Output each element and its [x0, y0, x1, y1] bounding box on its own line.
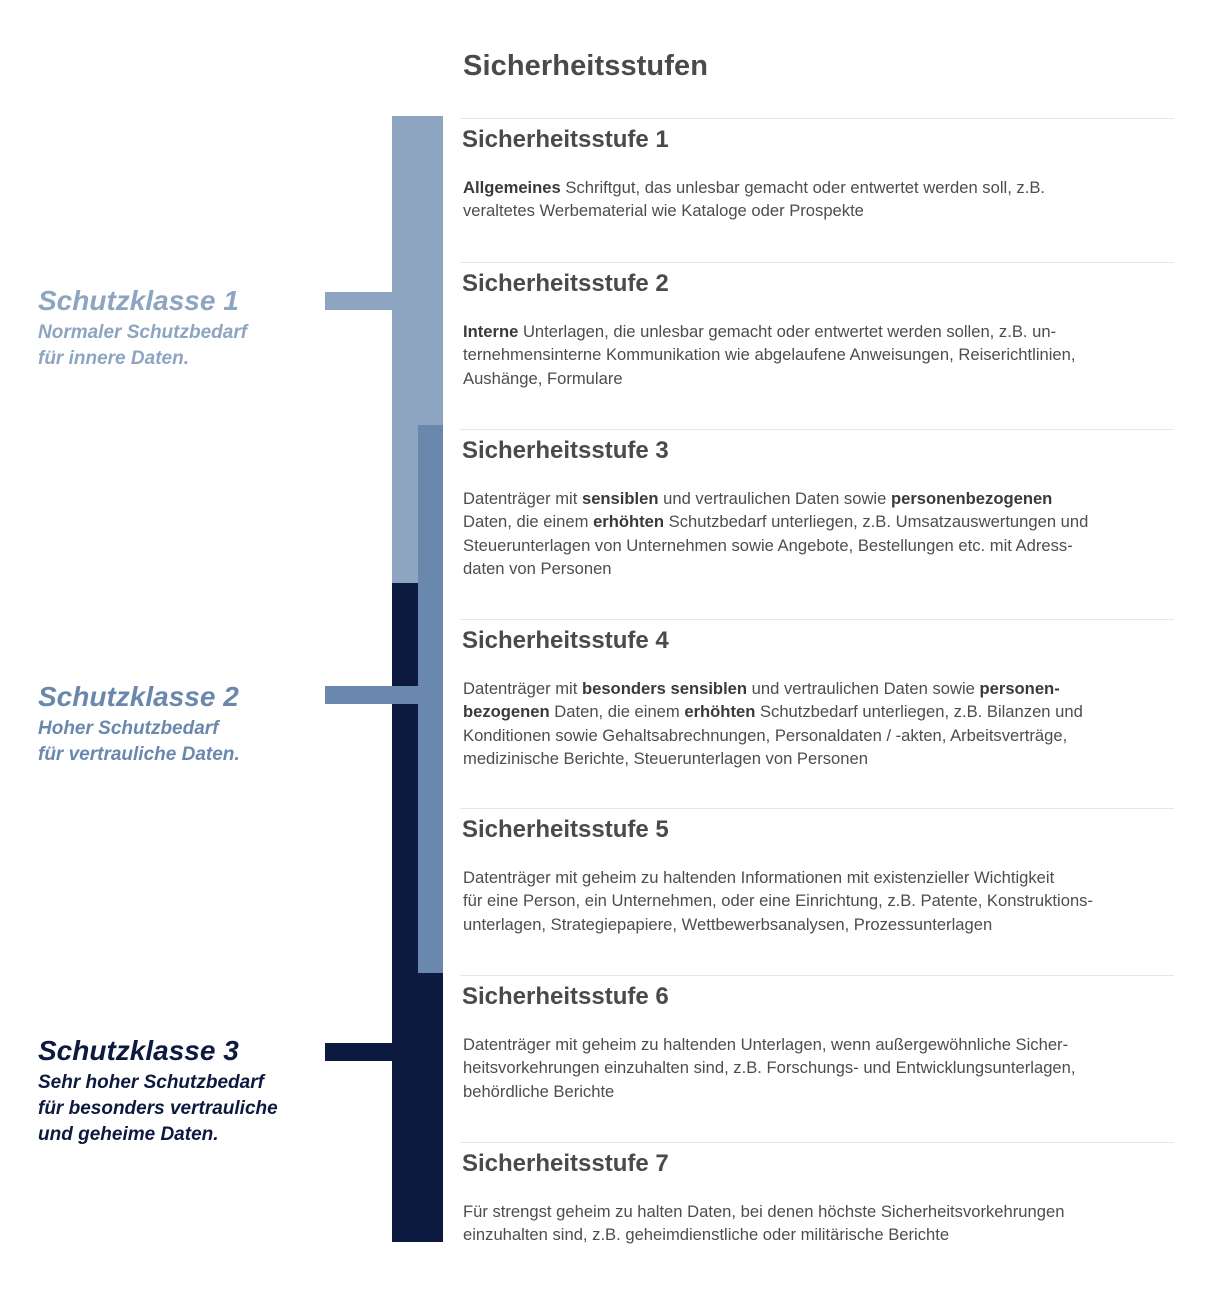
protection-class-description-line: Sehr hoher Schutzbedarf [38, 1072, 264, 1093]
protection-class-title: Schutzklasse 1 [38, 285, 239, 316]
text-segment: Datenträger mit [463, 679, 582, 698]
emphasized-text: sensiblen [581, 489, 659, 508]
divider [460, 808, 1174, 809]
security-level-description [463, 677, 1175, 770]
description-line [463, 700, 1175, 723]
description-line [463, 677, 1175, 700]
description-line [463, 557, 1175, 580]
text-segment: Konditionen sowie Gehaltsabrechnungen, Personaldaten / -akten, Arbeitsverträge, [463, 725, 1068, 745]
security-level-title: Sicherheitsstufe 6 [462, 983, 669, 1010]
text-segment: Steuerunterlagen von Unternehmen sowie Angebote, Bestellungen etc. mit Adress- [463, 535, 1073, 555]
text-segment: und vertraulichen Daten sowie [658, 489, 891, 508]
emphasized-text: erhöhten [593, 512, 665, 532]
description-line [463, 487, 1175, 510]
text-segment: behördliche Berichte [463, 1081, 615, 1101]
emphasized-text: erhöhten [684, 702, 756, 722]
protection-class-3 [38, 1034, 338, 1148]
emphasized-text: Allgemeines [463, 178, 561, 197]
emphasized-text: bezogenen [463, 702, 550, 722]
protection-class-description-line: Normaler Schutzbedarf [38, 322, 248, 343]
protection-class-description-line: und geheime Daten. [38, 1124, 219, 1145]
emphasized-text: besonders sensiblen [581, 679, 748, 698]
class2-connector [325, 686, 418, 704]
description-line [463, 889, 1175, 912]
divider [460, 619, 1174, 620]
text-segment: heitsvorkehrungen einzuhalten sind, z.B. Forschungs- und Entwicklungsunterlagen, [463, 1058, 1076, 1078]
security-level-title: Sicherheitsstufe 3 [462, 437, 669, 464]
text-segment: Daten, die einem [463, 512, 594, 532]
protection-class-description-line: für vertrauliche Daten. [38, 744, 240, 765]
security-level-description [463, 176, 1175, 223]
text-segment: Schutzbedarf unterliegen, z.B. Umsatzauswertungen und [664, 512, 1089, 532]
description-line [463, 320, 1175, 343]
text-segment: Daten, die einem [549, 702, 685, 722]
security-level-description [463, 487, 1175, 580]
description-line [463, 1033, 1175, 1056]
description-line [463, 1200, 1175, 1223]
description-line [463, 343, 1175, 366]
divider [460, 118, 1174, 119]
text-segment: daten von Personen [463, 558, 612, 578]
description-line [463, 1056, 1175, 1079]
text-segment: Aushänge, Formulare [463, 368, 623, 388]
description-line [463, 367, 1175, 390]
description-line [463, 913, 1175, 936]
protection-class-description [38, 320, 338, 372]
divider [460, 1142, 1174, 1143]
protection-class-description-line: für besonders vertrauliche [38, 1098, 278, 1119]
protection-class-title: Schutzklasse 2 [38, 681, 239, 712]
protection-class-description [38, 1070, 338, 1148]
security-level-description [463, 1033, 1175, 1103]
security-level-title: Sicherheitsstufe 5 [462, 816, 669, 843]
security-level-title: Sicherheitsstufe 4 [462, 627, 669, 654]
divider [460, 429, 1174, 430]
description-line [463, 199, 1175, 222]
page-title: Sicherheitsstufen [463, 50, 709, 82]
text-segment: Datenträger mit geheim zu haltenden Unterlagen, wenn außergewöhnliche Sicher- [463, 1035, 1069, 1054]
description-line [463, 747, 1175, 770]
protection-class-description [38, 716, 338, 768]
emphasized-text: personen- [979, 679, 1060, 698]
text-segment: Datenträger mit [463, 489, 582, 508]
protection-class-1 [38, 284, 338, 372]
description-line [463, 866, 1175, 889]
description-line [463, 510, 1175, 533]
divider [460, 975, 1174, 976]
emphasized-text: Interne [463, 322, 519, 341]
description-line [463, 176, 1175, 199]
description-line [463, 534, 1175, 557]
emphasized-text: personenbezogenen [890, 489, 1053, 508]
text-segment: Schriftgut, das unlesbar gemacht oder entwertet werden soll, z.B. [560, 178, 1045, 197]
security-level-title: Sicherheitsstufe 1 [462, 126, 669, 153]
text-segment: unterlagen, Strategiepapiere, Wettbewerbsanalysen, Prozessunterlagen [463, 914, 993, 934]
protection-class-description-line: Hoher Schutzbedarf [38, 718, 219, 739]
text-segment: für eine Person, ein Unternehmen, oder eine Einrichtung, z.B. Patente, Konstruktions- [463, 891, 1093, 911]
protection-class-description-line: für innere Daten. [38, 348, 189, 369]
text-segment: einzuhalten sind, z.B. geheimdienstliche oder militärische Berichte [463, 1225, 950, 1245]
text-segment: und vertraulichen Daten sowie [747, 679, 980, 698]
description-line [463, 1080, 1175, 1103]
security-level-description [463, 866, 1175, 936]
protection-class-2 [38, 680, 338, 768]
text-segment: Datenträger mit geheim zu haltenden Informationen mit existenzieller Wichtigkeit [463, 868, 1055, 887]
description-line [463, 1223, 1175, 1246]
security-level-description [463, 1200, 1175, 1247]
description-line [463, 724, 1175, 747]
security-level-title: Sicherheitsstufe 2 [462, 270, 669, 297]
text-segment: Unterlagen, die unlesbar gemacht oder entwertet werden sollen, z.B. un- [518, 322, 1057, 341]
security-level-title: Sicherheitsstufe 7 [462, 1150, 669, 1177]
text-segment: veraltetes Werbematerial wie Kataloge oder Prospekte [463, 201, 864, 221]
security-level-description [463, 320, 1175, 390]
class2-bar [418, 425, 443, 973]
text-segment: ternehmensinterne Kommunikation wie abgelaufene Anweisungen, Reiserichtlinien, [463, 345, 1076, 365]
protection-class-title: Schutzklasse 3 [38, 1035, 239, 1066]
text-segment: Für strengst geheim zu halten Daten, bei denen höchste Sicherheitsvorkehrungen [463, 1202, 1065, 1221]
divider [460, 262, 1174, 263]
text-segment: medizinische Berichte, Steuerunterlagen von Personen [463, 748, 868, 768]
text-segment: Schutzbedarf unterliegen, z.B. Bilanzen und [755, 702, 1083, 722]
